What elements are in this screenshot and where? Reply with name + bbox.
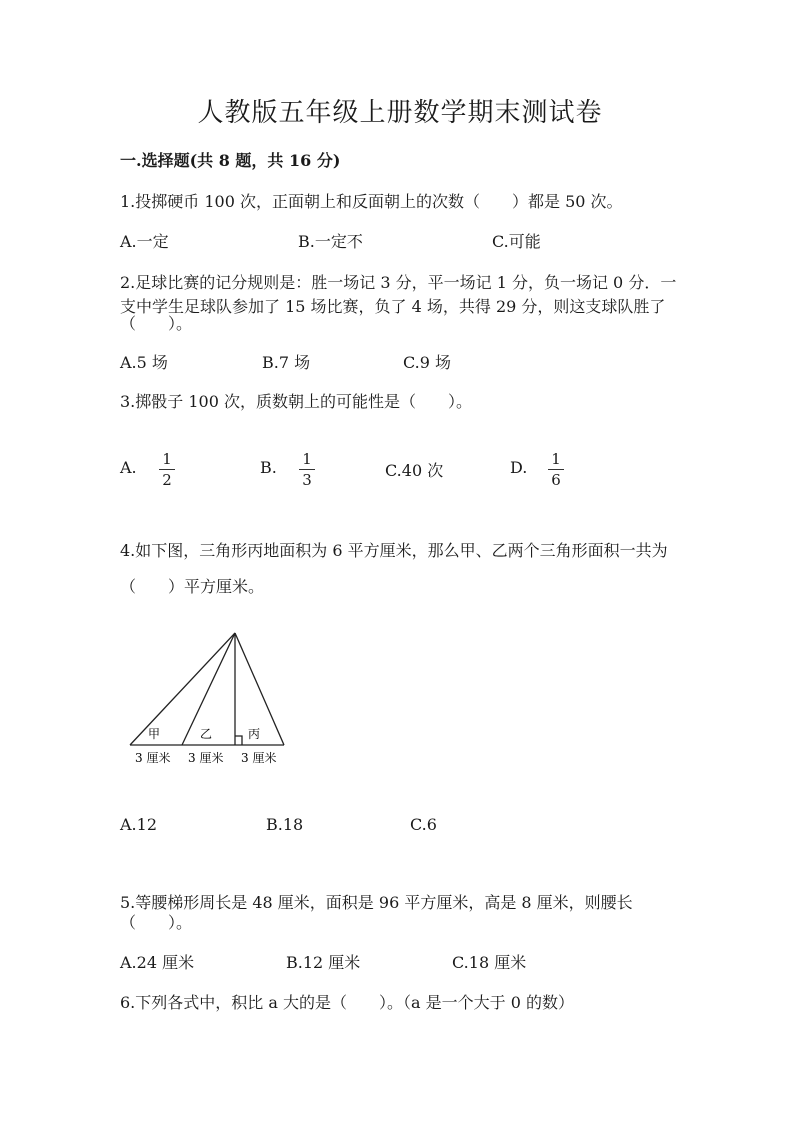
right-angle-mark	[235, 736, 242, 745]
page-title: 人教版五年级上册数学期末测试卷	[197, 98, 603, 128]
left-edge	[130, 633, 235, 745]
q3-option-d-label: D.	[510, 458, 528, 477]
q1-option-c: C.可能	[492, 232, 541, 251]
q3-option-d-fraction: 1 6	[548, 450, 564, 489]
q5-option-c: C.18 厘米	[452, 953, 527, 972]
question-2-line-3: （ ）。	[120, 314, 193, 333]
q5-option-b: B.12 厘米	[286, 953, 361, 972]
question-4-line-1: 4.如下图，三角形丙地面积为 6 平方厘米，那么甲、乙两个三角形面积一共为	[120, 541, 668, 560]
q2-option-a: A.5 场	[120, 353, 168, 372]
q3-option-c: C.40 次	[385, 461, 444, 480]
label-bing: 丙	[248, 727, 261, 741]
question-1-text: 1.投掷硬币 100 次，正面朝上和反面朝上的次数（ ）都是 50 次。	[120, 192, 623, 211]
q4-option-c: C.6	[410, 815, 437, 834]
q2-option-c: C.9 场	[403, 353, 452, 372]
label-jia: 甲	[148, 727, 161, 741]
section-heading: 一.选择题(共 8 题，共 16 分)	[120, 151, 341, 170]
q4-option-b: B.18	[266, 815, 304, 834]
label-yi: 乙	[200, 727, 213, 741]
question-6-text: 6.下列各式中，积比 a 大的是（ ）。（a 是一个大于 0 的数）	[120, 993, 574, 1012]
q5-option-a: A.24 厘米	[120, 953, 195, 972]
q3-option-a-label: A.	[120, 458, 137, 477]
q3-option-b-fraction: 1 3	[299, 450, 315, 489]
question-3-text: 3.掷骰子 100 次，质数朝上的可能性是（ ）。	[120, 392, 472, 411]
question-4-line-2: （ ）平方厘米。	[120, 577, 265, 596]
q3-option-b-label: B.	[260, 458, 277, 477]
q1-option-a: A.一定	[120, 232, 169, 251]
q3-option-a-fraction: 1 2	[159, 450, 175, 489]
triangle-figure	[120, 625, 300, 770]
q2-option-b: B.7 场	[262, 353, 311, 372]
base-label-2: 3 厘米	[188, 751, 224, 765]
question-5-line-1: 5.等腰梯形周长是 48 厘米，面积是 96 平方厘米，高是 8 厘米，则腰长	[120, 893, 633, 912]
q4-option-a: A.12	[120, 815, 157, 834]
q1-option-b: B.一定不	[298, 232, 363, 251]
question-2-line-2: 支中学生足球队参加了 15 场比赛，负了 4 场，共得 29 分，则这支球队胜了	[120, 297, 666, 316]
question-5-line-2: （ ）。	[120, 913, 193, 932]
base-label-1: 3 厘米	[135, 751, 171, 765]
question-2-line-1: 2.足球比赛的记分规则是：胜一场记 3 分，平一场记 1 分，负一场记 0 分．一	[120, 273, 677, 292]
base-label-3: 3 厘米	[241, 751, 277, 765]
